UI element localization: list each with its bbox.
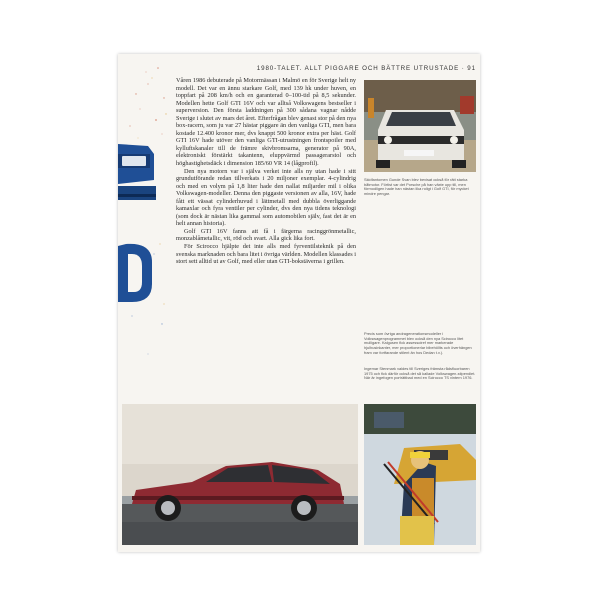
paragraph: Våren 1986 debuterade på Motormässan i Malmö en för Sverige helt ny modell. Det var en ännu starkare Golf, med 139 hk under huven, en toppfart på 208 km/h och en garanterad 0–100-tid på 8,5 sekunder. Modellen hette Golf GTI 16V och var alltså Volkswagens bestseller i superversion. Den första laddningen på 300 sådana vagnar nådde Sverige i slutet av mars det året. Efterfrågan blev genast stor på den nya box-racern, som ju var 27 hästar piggare än den vanliga GTI, men bara kostade 12.400 kronor mer, dvs knappt 500 kronor extra per häst. Golf GTI 16V hade utöver den vanliga GTI-utrustningen frontspoiler med kylluftskanaler till de främre skivbromsarna, generator på 90A, elektroniskt förstärkt takantenn, eluppvärmd passagerarstol och höghastighetsdäck i dimension 185/60 VR 14 (lågprofil). [176, 77, 356, 168]
paragraph: Den nya motorn var i själva verket inte alls ny utan hade i sitt grundutförande redan tillverkats i 20 miljoner exemplar. 4-cylindrig och med en volym på 1,8 liter hade den nallat miljarder mil i olika Volkswagen-modeller. Denna den piggaste versionen av alla, 16V, hade fått ett vässat cylinderhuvud i lättmetall med dubbla överliggande kamaxlar och fyra ventiler per cylinder, dvs den nya tidens teknologi (som dock är nästan lika gammal som automobilen själv, fast det är en helt annan historia). [176, 167, 356, 228]
paragraph: För Scirocco hjälpte det inte alls med fyrventilsteknik på den svenska marknaden och bara litet i övriga världen. Modellen klassades i stort sett alltid ut av Golf, med eller utan GTI-bokstäverna i grillen. [176, 243, 356, 266]
blue-car-artwork [118, 54, 170, 384]
photo-caption: Ingemar Stenmark valdes till Sveriges främsta rådsfluorbaren 1975 och fick därför också det så kallade Volkswagen-stipendiet. När är ingefogen porträttbad med en Scirocco TS vintern 1976. [364, 366, 476, 381]
magazine-page [118, 54, 480, 552]
paragraph: Golf GTI 16V fanns att få i färgerna racinggrönmetallic, monzablåmetallic, vit, röd och svart. Alla gick lika fort. [176, 227, 356, 243]
photo-caption: Precis som övriga andragenerationsmodeller i Volkswagenprogrammet blev också den nya Scirocco litet mulligare. Kalgusen fick assessoiref mer markerade hjulhusinkanter, mer proportionerlar bibehöllts och överhängen fram var fortfarande stilent än hos Dedan t.v.). [364, 331, 472, 355]
photo-caption: Skidfantomen Gunde Svan blev bevisat också för rätt starka båtmotor. Förtist var det Porsche på han växte upp till, men förmodligen hade han nästan lika roligt i Golf GTI, för mycket mindre pengar. [364, 177, 469, 197]
article-body [176, 77, 356, 266]
golf-gti-photo [364, 80, 476, 172]
skier-photo [364, 404, 476, 545]
scirocco-photo [122, 404, 358, 545]
running-header: 1980-TALET. ALLT PIGGARE OCH BÄTTRE UTRUSTADE · 91 [256, 65, 476, 72]
